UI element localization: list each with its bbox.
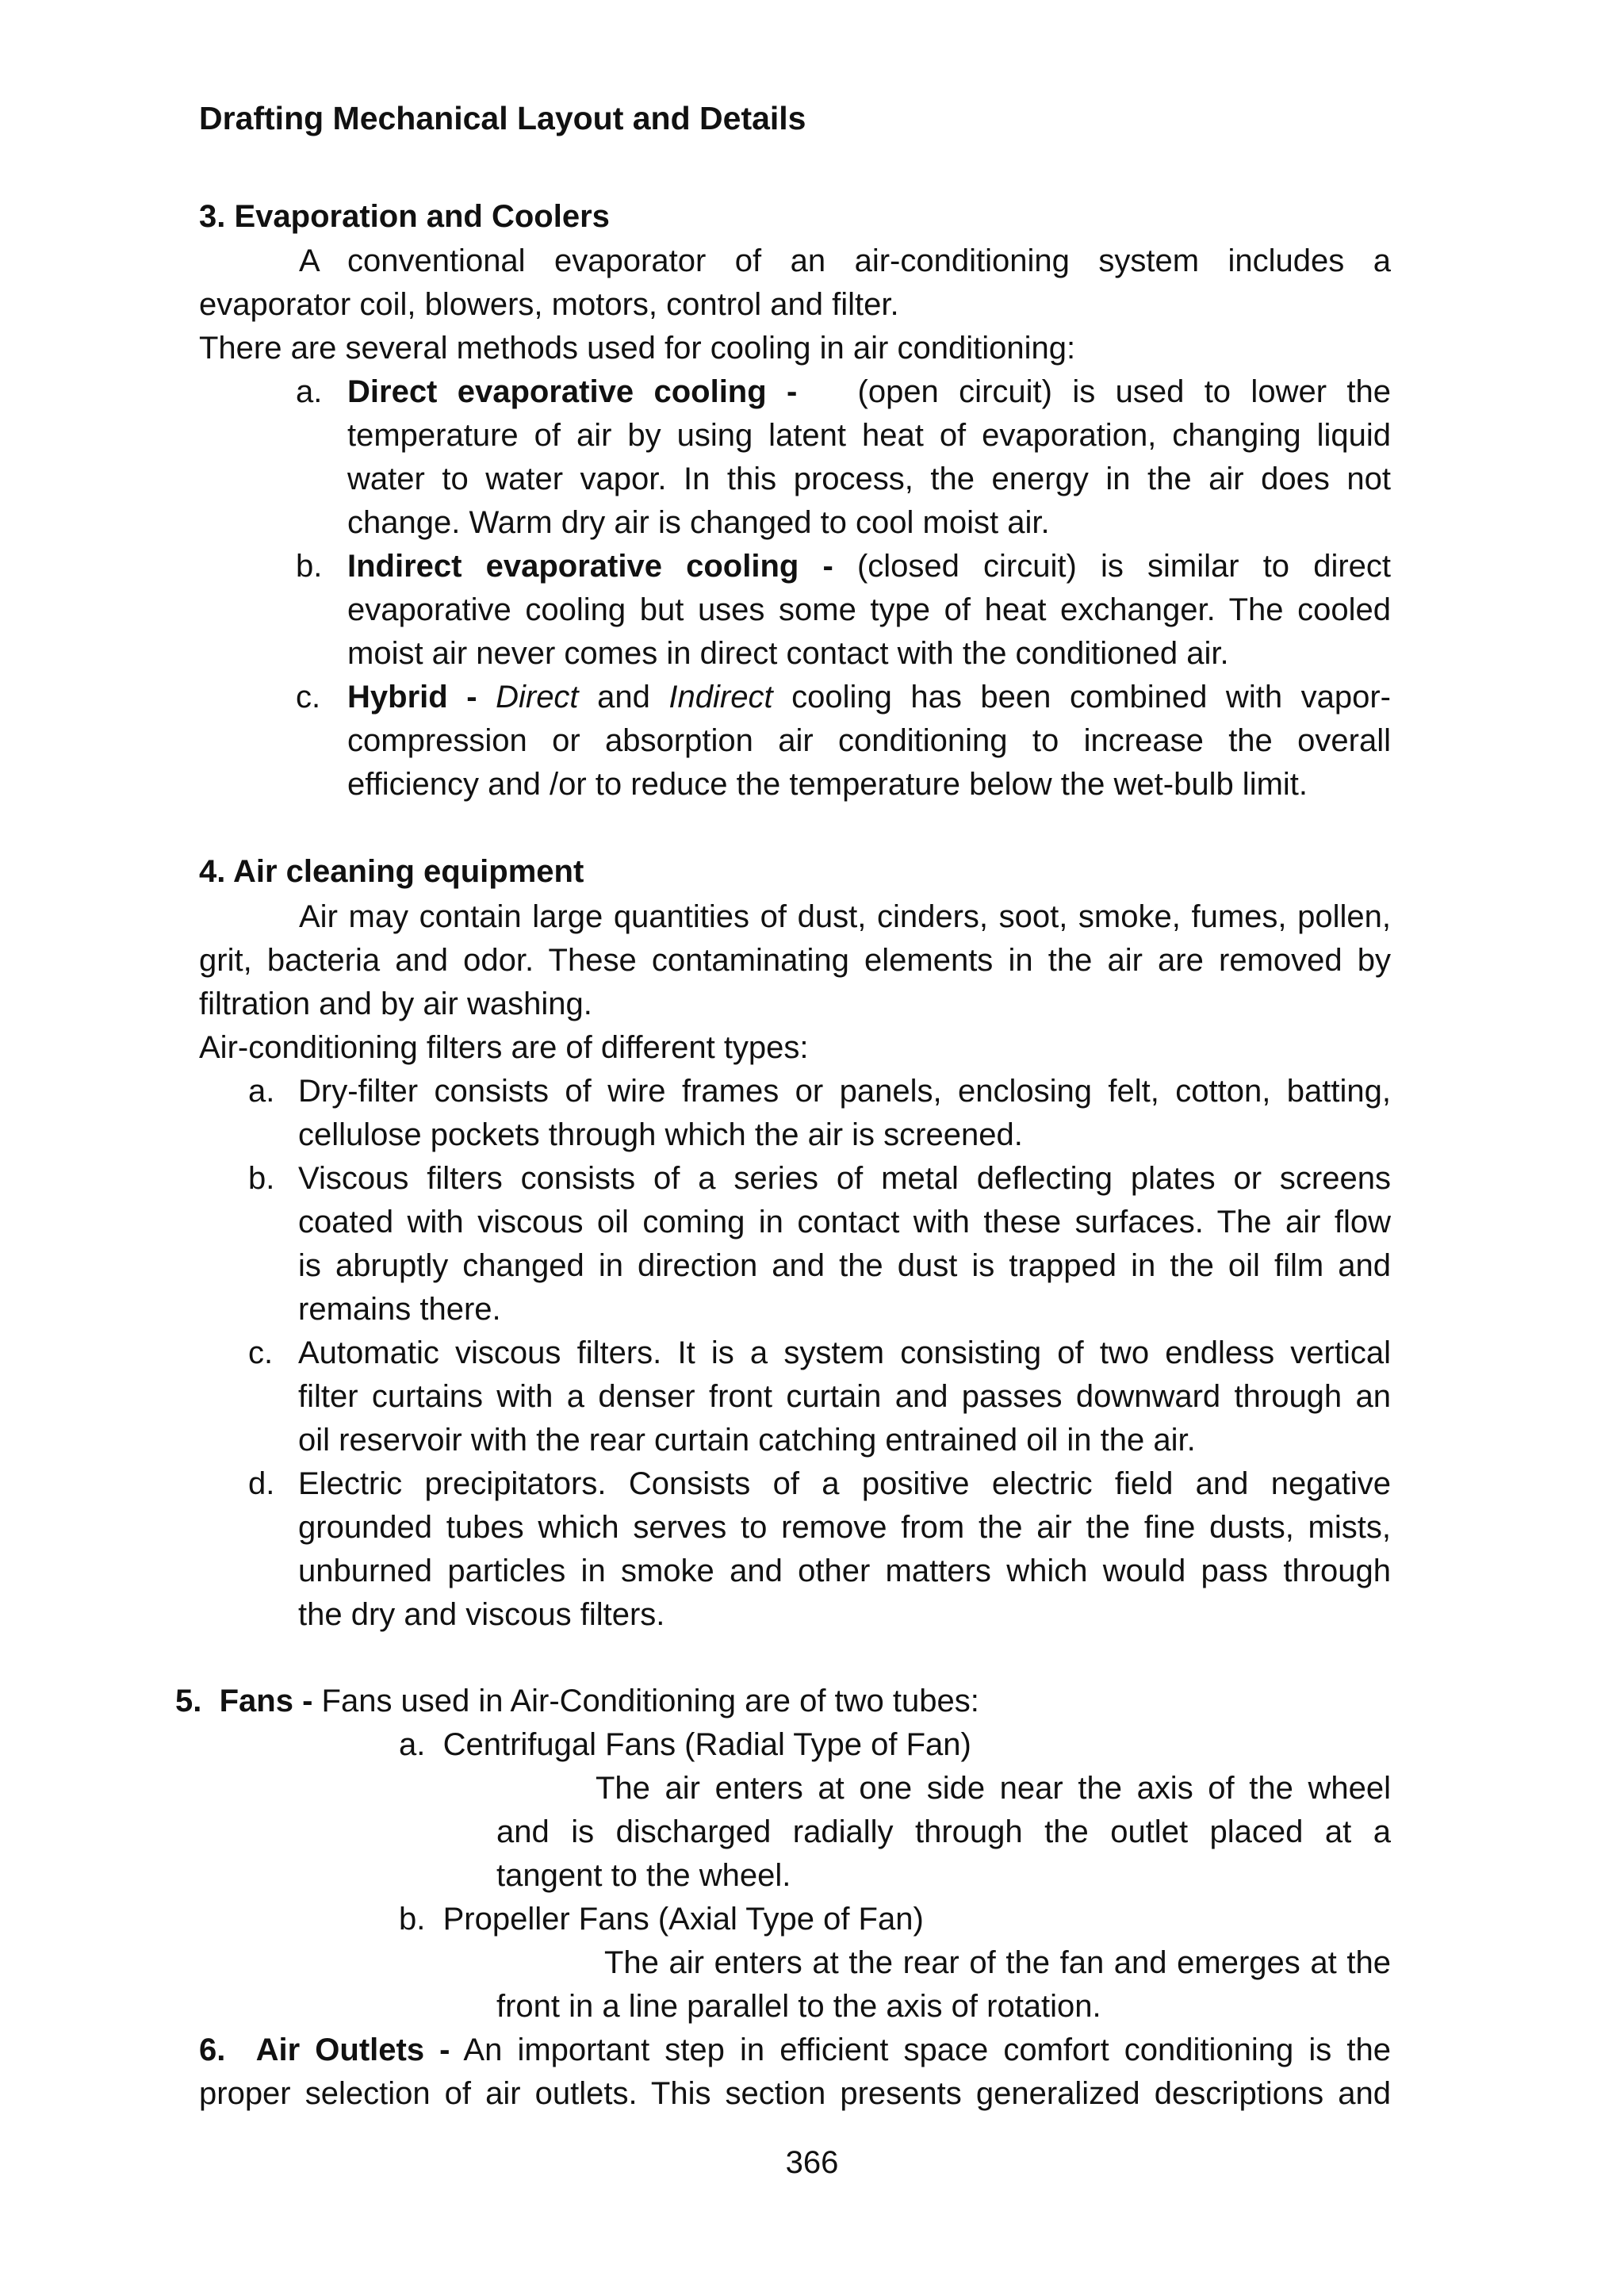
item-line: Viscous filters consists of a series of metal deflecting plates or screens xyxy=(298,1161,1391,1196)
item-line: remains there. xyxy=(298,1292,501,1327)
item-marker: c. xyxy=(296,680,321,715)
item-line: front in a line parallel to the axis of rotation. xyxy=(496,1989,1101,2024)
item-marker: a. xyxy=(296,374,323,409)
section-3-intro-line-1: A conventional evaporator of an air-conditioning system includes a xyxy=(299,243,1391,278)
item-line: is abruptly changed in direction and the dust is trapped in the oil film and xyxy=(298,1248,1391,1283)
section-3-heading: 3. Evaporation and Coolers xyxy=(199,199,610,234)
section-term: Fans - xyxy=(219,1684,313,1718)
section-5-heading xyxy=(175,1680,979,1723)
item-line: Electric precipitators. Consists of a positive electric field and negative xyxy=(298,1466,1391,1501)
section-number: 5. xyxy=(175,1684,202,1718)
section-6-line-1: 6. Air Outlets - An important step in efficient space comfort conditioning is the xyxy=(199,2033,1392,2067)
item-line: coated with viscous oil coming in contact with these surfaces. The air flow xyxy=(298,1205,1391,1239)
item-marker: c. xyxy=(248,1335,274,1370)
item-b-line-1: Indirect evaporative cooling - (closed circuit) is similar to direct xyxy=(347,549,1392,584)
item-line: cellulose pockets through which the air is screened. xyxy=(298,1117,1023,1152)
running-header: Drafting Mechanical Layout and Details xyxy=(199,100,806,136)
item-line: unburned particles in smoke and other matters which would pass through xyxy=(298,1554,1391,1588)
section-4-heading: 4. Air cleaning equipment xyxy=(199,854,584,889)
item-line: Automatic viscous filters. It is a system consisting of two endless vertical xyxy=(298,1335,1391,1370)
item-marker: d. xyxy=(248,1466,275,1501)
item-line: oil reservoir with the rear curtain catching entrained oil in the air. xyxy=(298,1423,1196,1458)
item-a-line-4: change. Warm dry air is changed to cool moist air. xyxy=(347,505,1050,540)
item-line: filter curtains with a denser front curtain and passes downward through an xyxy=(298,1379,1391,1414)
item-marker: b. xyxy=(296,549,323,584)
fan-item-b-desc xyxy=(496,1941,1391,2029)
section-4-intro-line-4: Air-conditioning filters are of different types: xyxy=(199,1030,809,1065)
item-term: Indirect evaporative cooling - xyxy=(347,549,833,584)
item-line: grounded tubes which serves to remove from the air the fine dusts, mists, xyxy=(298,1510,1391,1545)
item-term: Hybrid - xyxy=(347,680,477,715)
section-3-intro-line-2: evaporator coil, blowers, motors, control and filter. xyxy=(199,287,899,322)
item-line: The air enters at one side near the axis of the wheel xyxy=(596,1771,1391,1806)
item-marker: b. xyxy=(248,1161,275,1196)
section-6 xyxy=(199,2029,1391,2116)
section-6-line-2: proper selection of air outlets. This section presents generalized descriptions and xyxy=(199,2076,1391,2111)
item-b-line-2: evaporative cooling but uses some type of heat exchanger. The cooled xyxy=(347,592,1391,627)
section-4-intro-line-3: filtration and by air washing. xyxy=(199,987,592,1021)
item-line: and is discharged radially through the outlet placed at a xyxy=(496,1814,1391,1849)
item-line: Dry-filter consists of wire frames or panels, enclosing felt, cotton, batting, xyxy=(298,1074,1391,1109)
section-term: Air Outlets - xyxy=(255,2033,450,2067)
item-marker: b. xyxy=(399,1902,426,1937)
item-a-line-1: Direct evaporative cooling - (open circuit) is used to lower the xyxy=(347,374,1391,409)
item-line: tangent to the wheel. xyxy=(496,1858,791,1893)
section-4-intro-line-1: Air may contain large quantities of dust, cinders, soot, smoke, fumes, pollen, xyxy=(299,899,1391,934)
item-c-line-3: efficiency and /or to reduce the temperature below the wet-bulb limit. xyxy=(347,767,1308,802)
item-marker: a. xyxy=(248,1074,275,1109)
page-number: 366 xyxy=(785,2145,839,2180)
item-marker: a. xyxy=(399,1727,426,1762)
section-3-intro-line-3: There are several methods used for cooling in air conditioning: xyxy=(199,331,1076,366)
item-a-line-2: temperature of air by using latent heat of evaporation, changing liquid xyxy=(347,418,1391,453)
item-line: The air enters at the rear of the fan and emerges at the xyxy=(604,1945,1391,1980)
section-3-intro xyxy=(199,239,1391,370)
item-line: the dry and viscous filters. xyxy=(298,1597,665,1632)
section-4-intro-line-2: grit, bacteria and odor. These contaminating elements in the air are removed by xyxy=(199,943,1391,978)
section-number: 6. xyxy=(199,2033,226,2067)
item-term: Direct evaporative cooling - xyxy=(347,374,798,409)
section-4-intro xyxy=(199,895,1391,1070)
fan-item-a-title: a. Centrifugal Fans (Radial Type of Fan) xyxy=(399,1727,971,1762)
fan-item-a-desc xyxy=(496,1767,1391,1898)
item-c-line-2: compression or absorption air conditioning to increase the overall xyxy=(347,723,1391,758)
fan-item-b-title: b. Propeller Fans (Axial Type of Fan) xyxy=(399,1902,924,1937)
item-c-line-1: Hybrid - Direct and Indirect cooling has been combined with vapor- xyxy=(347,680,1391,715)
item-a-line-3: water to water vapor. In this process, the energy in the air does not xyxy=(347,462,1391,496)
item-b-line-3: moist air never comes in direct contact with the conditioned air. xyxy=(347,636,1229,671)
section-5-text: Fans used in Air-Conditioning are of two tubes: xyxy=(321,1684,979,1718)
